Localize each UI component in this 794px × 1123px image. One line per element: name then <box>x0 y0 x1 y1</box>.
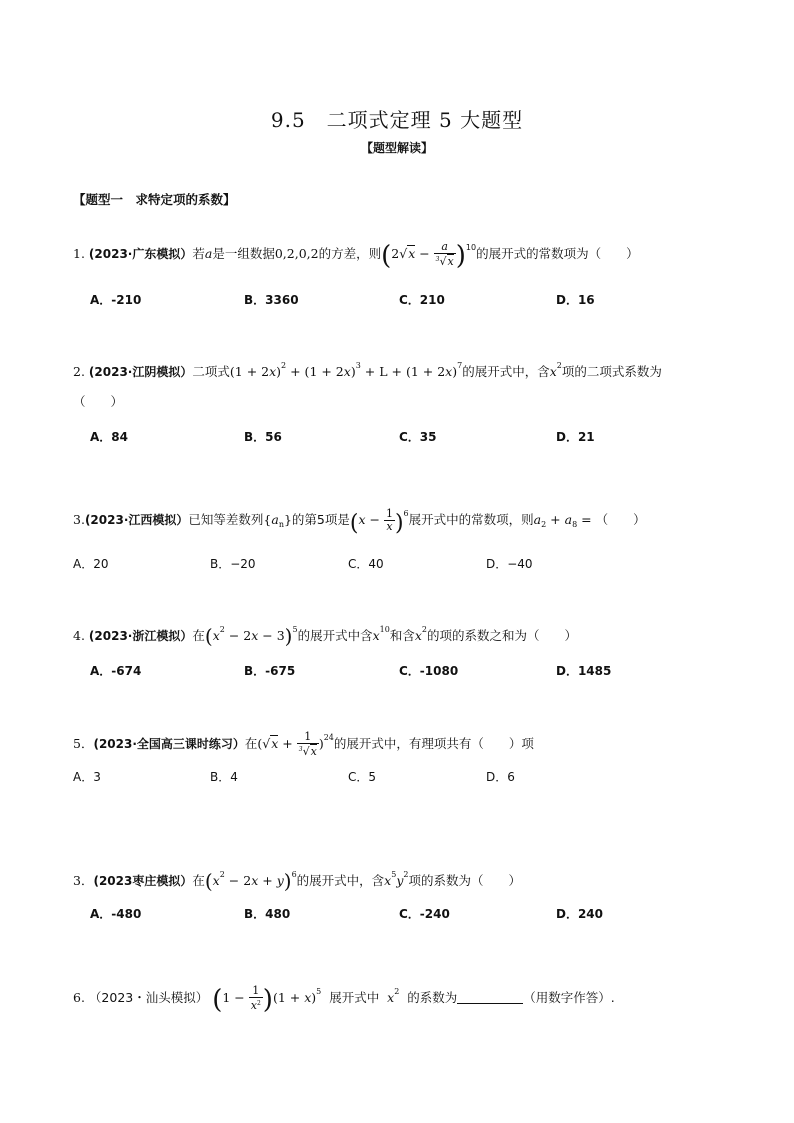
option-c[interactable]: C．-1080 <box>399 664 459 678</box>
answer-blank[interactable] <box>457 991 523 1004</box>
question-3: 3.(2023·江西模拟）已知等差数列$\{a_n\}$的第5项是(x − $\frac{1}{x}$ )$^6$展开式中的常数项，则$a_2 + a_8$ = （ ） <box>73 507 646 536</box>
option-b[interactable]: B．3360 <box>244 293 299 307</box>
option-b[interactable]: B．4 <box>210 770 238 784</box>
option-a[interactable]: A．-480 <box>90 907 142 921</box>
option-d[interactable]: D．6 <box>486 770 515 784</box>
math-expression: $a_2 + a_8$ = <box>533 512 596 529</box>
math-expression: (x − $\frac{1}{x}$ )$^6$ <box>349 507 409 536</box>
question-2: 2. (2023·江阴模拟）二项式$(1 + 2x)^2 + (1 + 2x)^3 + L + (1 + 2x)^7$的展开式中，含$x^2$项的二项式系数为 <box>73 361 662 379</box>
option-d[interactable]: D．16 <box>556 293 595 307</box>
option-b[interactable]: B．-675 <box>244 664 296 678</box>
question-4: 4. (2023·浙江模拟）在$(x^2 - 2x - 3)^5$的展开式中含$x^{10}$和含$x^2$的项的系数之和为（ ） <box>73 624 578 648</box>
question-number: 1. <box>73 246 85 261</box>
math-expression: (√x + $\frac{1}{^3√x}$ )$^{24}$ <box>257 730 334 758</box>
option-b[interactable]: B．480 <box>244 907 291 921</box>
math-expression: $(x^2 - 2x + y)^6$ <box>204 869 297 893</box>
question-1: 1. (2023·广东模拟）若a是一组数据0,2,0,2的方差，则(2√x − $\frac{a}{^3√x}$ )$^{10}$的展开式的常数项为（ ） <box>73 240 639 271</box>
option-d[interactable]: D．240 <box>556 907 604 921</box>
option-c[interactable]: C．35 <box>399 430 437 444</box>
option-a[interactable]: A．3 <box>73 770 101 784</box>
question-7: 6. （2023・汕头模拟） (1 − $\frac{1}{x^2}$ )$(1 + x)^5$ 展开式中 $x^2$ 的系数为 （用数字作答）. <box>73 984 615 1015</box>
math-expression: $(1 + 2x)^2 + (1 + 2x)^3 + L + (1 + 2x)^7$ <box>229 361 463 379</box>
question-6: 3．(2023枣庄模拟）在$(x^2 - 2x + y)^6$的展开式中，含$x^5y^2$项的系数为（ ） <box>73 869 521 893</box>
math-expression: (2√x − $\frac{a}{^3√x}$ )$^{10}$ <box>381 240 477 271</box>
option-d[interactable]: D．1485 <box>556 664 612 678</box>
option-d[interactable]: D．−40 <box>486 557 533 571</box>
option-c[interactable]: C．40 <box>348 557 384 571</box>
question-2-line-2: （ ） <box>73 394 124 409</box>
option-c[interactable]: C．210 <box>399 293 445 307</box>
option-a[interactable]: A．-210 <box>90 293 142 307</box>
option-b[interactable]: B．56 <box>244 430 282 444</box>
math-expression: $\{a_n\}$ <box>263 512 292 529</box>
option-c[interactable]: C．-240 <box>399 907 450 921</box>
option-a[interactable]: A．84 <box>90 430 128 444</box>
option-c[interactable]: C．5 <box>348 770 377 784</box>
option-a[interactable]: A．-674 <box>90 664 142 678</box>
option-d[interactable]: D．21 <box>556 430 595 444</box>
math-expression: $(x^2 - 2x - 3)^5$ <box>204 624 298 648</box>
page-subtitle: 【题型解读】 <box>360 141 433 155</box>
question-source: (2023·广东模拟） <box>88 247 193 261</box>
page-title: 9.5 二项式定理 5 大题型 <box>270 108 524 132</box>
section-heading: 【题型一 求特定项的系数】 <box>73 192 236 207</box>
option-a[interactable]: A．20 <box>73 557 109 571</box>
option-b[interactable]: B．−20 <box>210 557 256 571</box>
question-5: 5．(2023·全国高三课时练习）在(√x + $\frac{1}{^3√x}$ )$^{24}$的展开式中，有理项共有（ ）项 <box>73 730 534 758</box>
math-expression: (1 − $\frac{1}{x^2}$ )$(1 + x)^5$ <box>212 984 322 1015</box>
